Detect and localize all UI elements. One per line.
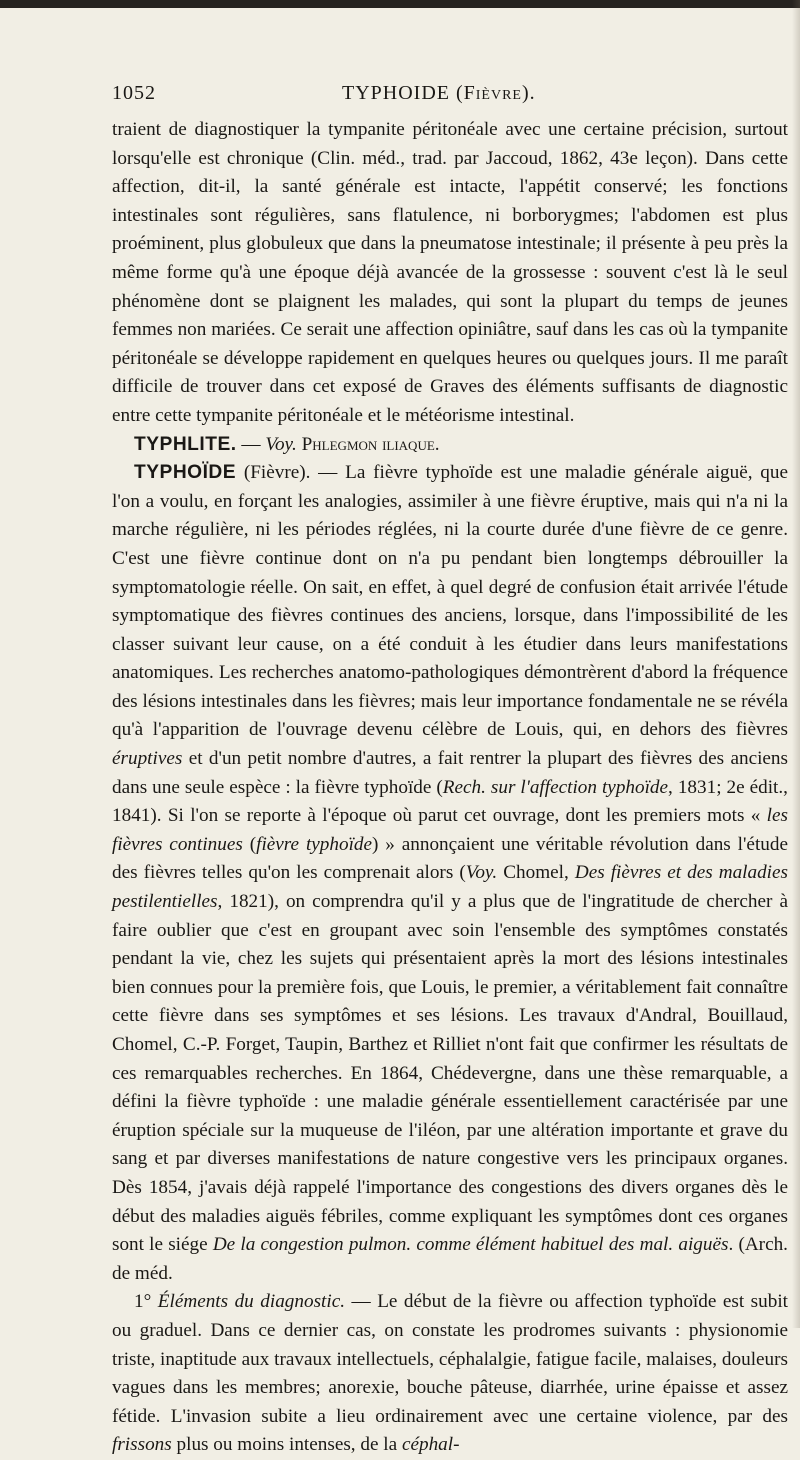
voy-ref: Voy.	[265, 433, 297, 455]
entry-typhoide	[112, 459, 788, 1288]
entry-term: TYPHLITE.	[134, 433, 237, 455]
entry-term: TYPHOÏDE	[134, 462, 237, 484]
italic-run: céphal-	[401, 1434, 460, 1456]
italic-run: éruptives	[112, 748, 183, 770]
text-run: Chomel,	[497, 862, 575, 884]
text-run: . (Arch. de méd.	[112, 1234, 788, 1284]
text-run: , 1831; 2e édit., 1841). Si l'on se reporte à l'époque où parut cet ouvrage, dont les premiers mots «	[112, 776, 788, 827]
body-text	[112, 116, 788, 1460]
italic-run: frissons	[112, 1434, 172, 1456]
text-run: et d'un petit nombre d'autres, a fait rentrer la plupart des fièvres des anciens dans une seule espèce : la fièvre typhoïde (	[112, 748, 788, 798]
citation-title: Rech. sur l'affection typhoïde	[442, 776, 669, 798]
running-title: TYPHOIDE (Fièvre).	[342, 82, 536, 104]
page	[112, 82, 788, 1460]
text-run: ) » annonçaient une véritable révolution dans l'étude des fièvres telles qu'on les comprenait alors (	[112, 833, 788, 884]
text-run: (	[242, 833, 257, 855]
citation-title: De la congestion pulmon. comme élément habituel des mal. aiguës	[212, 1234, 729, 1256]
italic-run: les fièvres continues	[112, 805, 788, 855]
section-number: 1°	[134, 1291, 158, 1313]
italic-run: fièvre typhoïde	[256, 833, 373, 855]
text-run: , 1821), on comprendra qu'il y a plus que de l'ingratitude de chercher à faire oublier que c'est en groupant avec soin l'ensemble des symptômes constatés pendant la vie, chez les sujets qui présentaient après la mort des lésions intestinales bien connues pour la première fois, que Louis, le premier, a véritablement fait connaître cette fièvre dans ses symptômes et ses lésions. Les travaux d'Andral, Bouillaud, Chomel, C.-P. Forget, Taupin, Barthez et Rilliet n'ont fait que confirmer les résultats de ces remarquables recherches. En 1864, Chédevergne, dans une thèse remarquable, a défini la fièvre typhoïde : une maladie générale essentiellement caractérisée par une éruption spéciale sur la muqueuse de l'iléon, par une altération importante et grave du sang et par diverses manifestations de nature congestive vers les principaux organes. Dès 1854, j'avais déjà rappelé l'importance des congestions des divers organes dès le début des maladies aiguës fébriles, comme expliquant les symptômes dont ces organes sont le siége	[112, 891, 788, 1256]
page-edge-shadow	[792, 0, 800, 1328]
top-dark-border	[0, 0, 800, 8]
section-elements-diagnostic	[112, 1288, 788, 1460]
section-title: Éléments du diagnostic.	[157, 1291, 346, 1313]
entry-typhlite	[112, 431, 788, 460]
text-run: (Fièvre). — La fièvre typhoïde est une maladie générale aiguë, que l'on a voulu, en forçant les analogies, assimiler à une fièvre éruptive, mais qui n'a ni la marche régulière, ni les périodes réglées, ni la courte durée d'une fièvre de ce genre. C'est une fièvre continue dont on n'a pu pendant bien longtemps débrouiller la symptomatologie réelle. On sait, en effet, à quel degré de confusion était arrivée l'étude symptomatique des fièvres continues des anciens, lorsque, dans l'impossibilité de les classer suivant leur cause, on a été conduit à les étudier dans leurs manifestations anatomiques. Les recherches anatomo-pathologiques démontrèrent d'abord la fréquence des lésions intestinales dans les fièvres; mais leur importance fondamentale ne se révéla qu'à l'apparition de l'ouvrage devenu célèbre de Louis, qui, en dehors des fièvres	[112, 462, 788, 741]
running-head	[112, 82, 788, 116]
paragraph-tympanite: traient de diagnostiquer la tympanite péritonéale avec une certaine précision, surtout lorsqu'elle est chronique (Clin. méd., trad. par Jaccoud, 1862, 43e leçon). Dans cette affection, dit-il, la santé générale est intacte, l'appétit conservé; les fonctions intestinales sont régulières, sans flatulence, ni borborygmes; l'abdomen est plus proéminent, plus globuleux que dans la pneumatose intestinale; il présente à peu près la même forme qu'à une époque déjà avancée de la grossesse : souvent c'est là le seul phénomène dont se plaignent les malades, qui sont la plupart du temps de jeunes femmes non mariées. Ce serait une affection opiniâtre, sauf dans les cas où la tympanite péritonéale se développe rapidement en quelques heures ou quelques jours. Il me paraît difficile de trouver dans cet exposé de Graves des éléments suffisants de diagnostic entre cette tympanite péritonéale et le météorisme intestinal.	[112, 119, 788, 426]
text-run: — Le début de la fièvre ou affection typhoïde est subit ou graduel. Dans ce dernier cas, on constate les prodromes suivants : physionomie triste, inaptitude aux travaux intellectuels, céphalalgie, fatigue facile, malaises, douleurs vagues dans les membres; anorexie, bouche pâteuse, diarrhée, urine épaisse et assez fétide. L'invasion subite a lieu ordinairement avec une certaine violence, par des	[112, 1291, 788, 1427]
text-run: plus ou moins intenses, de la	[171, 1434, 402, 1456]
cross-reference: Phlegmon iliaque.	[296, 433, 440, 455]
entry-dash: —	[236, 433, 266, 455]
voy-ref: Voy.	[465, 862, 498, 884]
citation-title: Des fièvres et des maladies pestilentielles	[112, 862, 789, 913]
page-number: 1052	[112, 82, 156, 104]
